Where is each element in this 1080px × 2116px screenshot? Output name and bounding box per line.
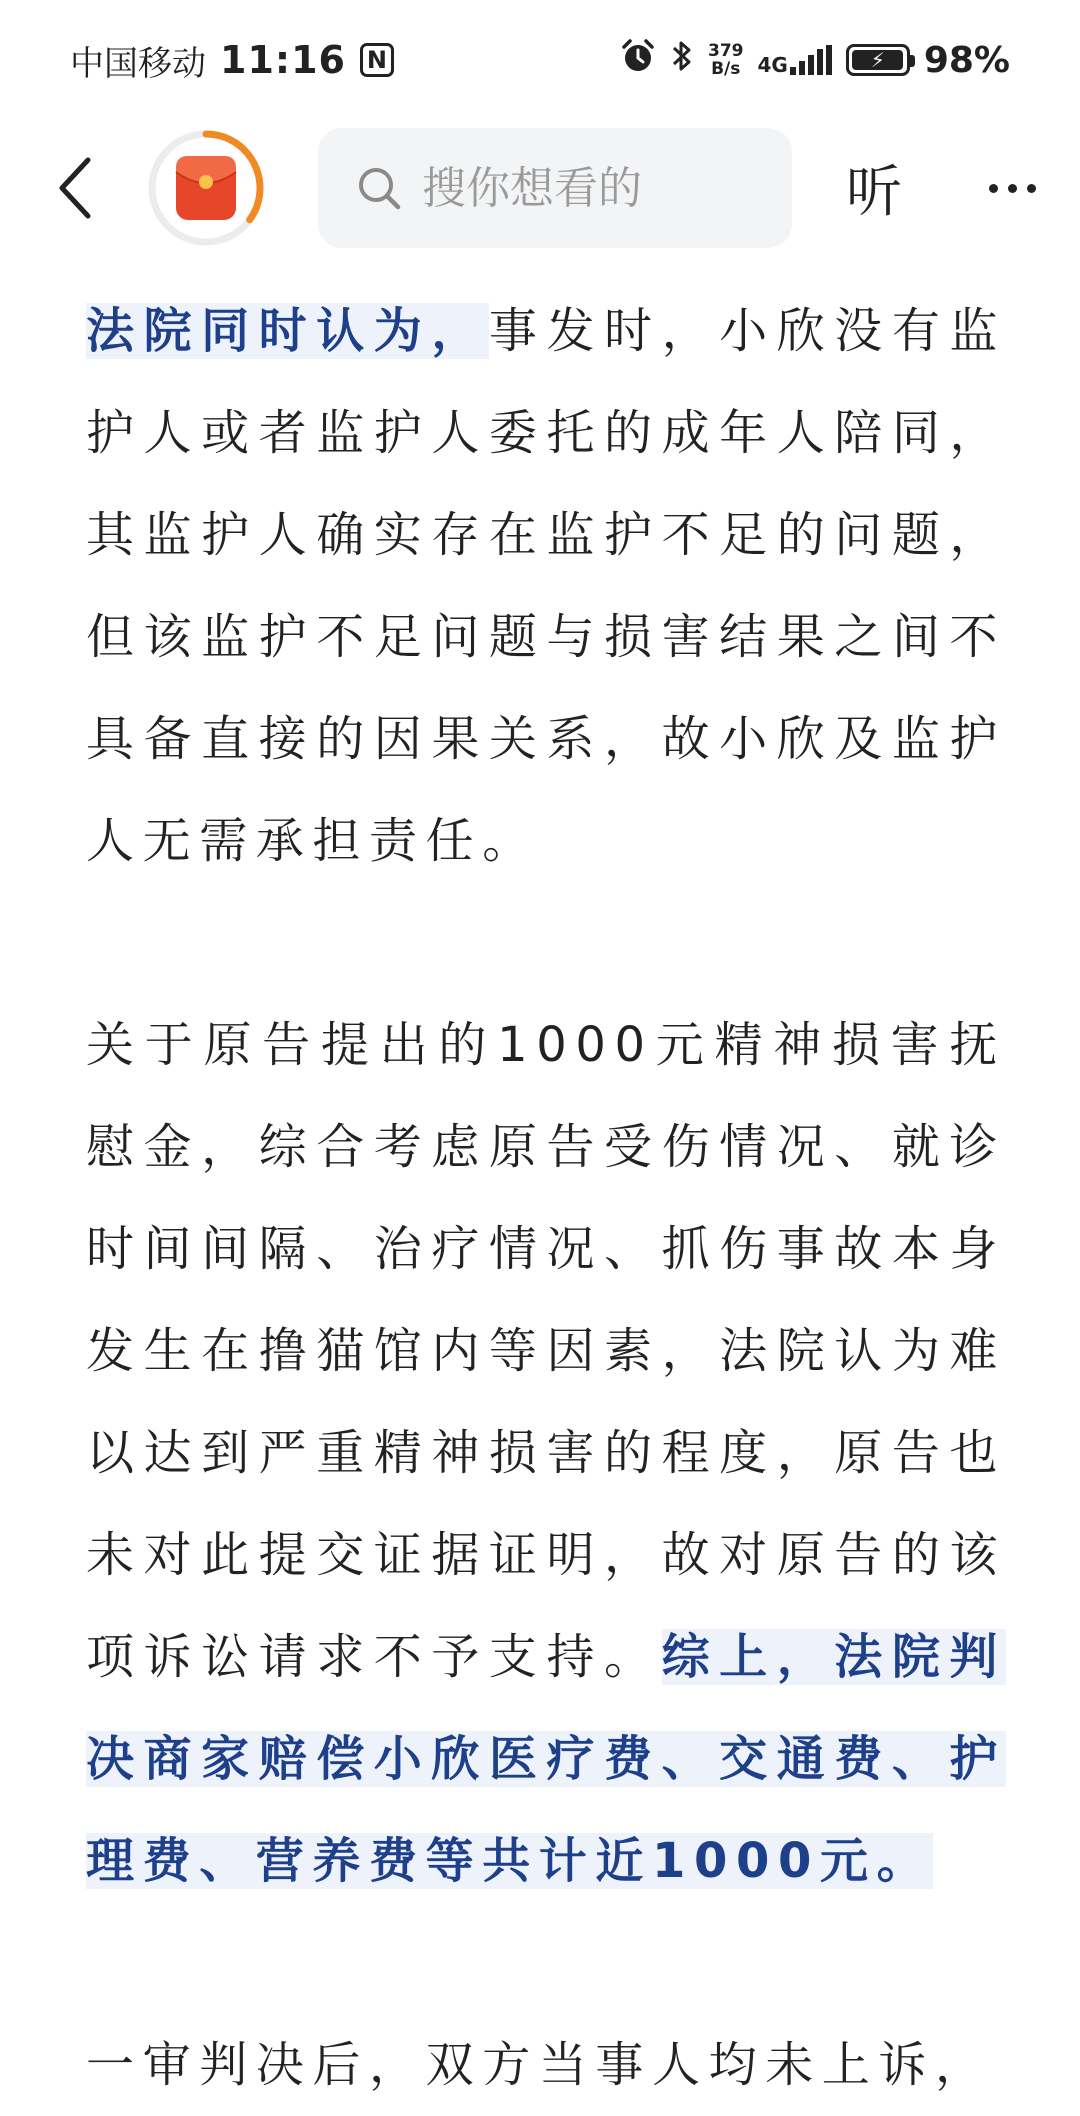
status-right bbox=[620, 38, 1010, 83]
net-speed-unit: B/s bbox=[711, 59, 741, 79]
status-bar bbox=[0, 0, 1080, 120]
search-box[interactable] bbox=[318, 128, 792, 248]
charging-icon: ⚡ bbox=[870, 48, 885, 72]
nfc-icon: N bbox=[360, 43, 394, 77]
article-body bbox=[86, 280, 1006, 2116]
battery-icon bbox=[846, 44, 910, 76]
red-packet-avatar[interactable] bbox=[146, 128, 266, 248]
more-dot-icon bbox=[989, 184, 998, 193]
status-left bbox=[70, 36, 394, 85]
signal-icon bbox=[790, 45, 832, 75]
back-button[interactable] bbox=[46, 148, 106, 228]
network-type: 4G bbox=[757, 53, 788, 77]
status-time: 11:16 bbox=[220, 38, 346, 82]
more-dot-icon bbox=[1008, 184, 1017, 193]
bluetooth-icon bbox=[670, 38, 694, 83]
paragraph-text: 事发时，小欣没有监护人或者监护人委托的成年人陪同，其监护人确实存在监护不足的问题，但该监护不足问题与损害结果之间不具备直接的因果关系，故小欣及监护人无需承担责任。 bbox=[86, 303, 1006, 869]
net-speed-value: 379 bbox=[707, 41, 744, 61]
highlighted-text: 法院同时认为， bbox=[86, 303, 489, 359]
search-input[interactable] bbox=[420, 162, 784, 215]
paragraph-text: 一审判决后，双方当事人均未上诉， bbox=[86, 2037, 992, 2093]
alarm-icon bbox=[620, 38, 656, 83]
network-indicator bbox=[757, 45, 831, 75]
more-menu-button[interactable] bbox=[985, 174, 1040, 203]
nav-bar bbox=[0, 120, 1080, 256]
more-dot-icon bbox=[1027, 184, 1036, 193]
red-packet-icon bbox=[146, 128, 266, 248]
listen-button[interactable]: 听 bbox=[846, 160, 902, 225]
carrier-name: 中国移动 bbox=[70, 43, 206, 84]
article-paragraph bbox=[86, 994, 1006, 1912]
net-speed bbox=[708, 42, 744, 78]
highlighted-text: 综上，法院判决商家赔偿小欣医疗费、交通费、护理费、营养费等共计近1000元。 bbox=[86, 1629, 1006, 1889]
back-arrow-icon bbox=[56, 156, 96, 220]
article-paragraph bbox=[86, 280, 1006, 892]
search-icon bbox=[356, 165, 402, 211]
paragraph-text: 关于原告提出的1000元精神损害抚慰金，综合考虑原告受伤情况、就诊时间间隔、治疗情况、抓伤事故本身发生在撸猫馆内等因素，法院认为难以达到严重精神损害的程度，原告也未对此提交证据证明，故对原告的该项诉讼请求不予支持。 bbox=[86, 1017, 1006, 1685]
battery-percent: 98% bbox=[923, 39, 1010, 81]
article-paragraph bbox=[86, 2014, 1006, 2116]
